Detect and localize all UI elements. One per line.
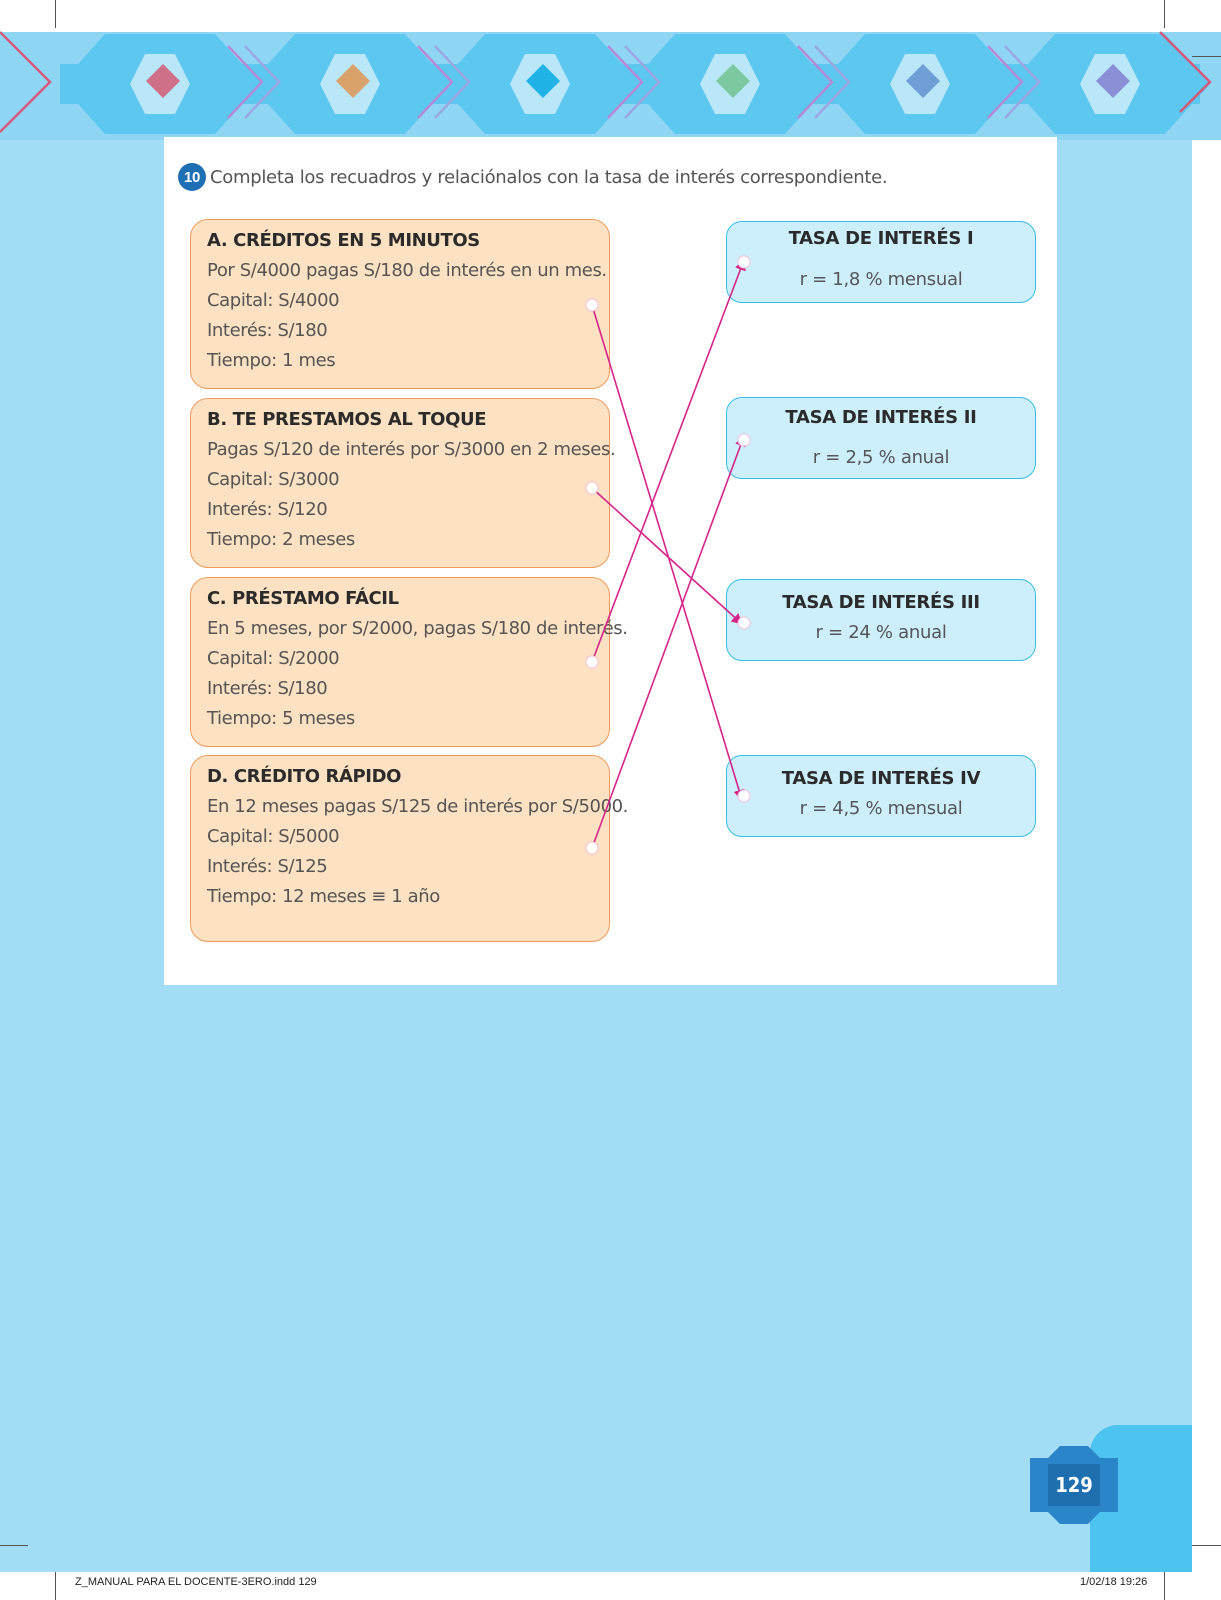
rate-formula: r = 24 % anual (815, 622, 947, 643)
loan-time: Tiempo: 1 mes (207, 350, 336, 371)
loan-capital: Capital: S/3000 (207, 469, 340, 490)
rate-title: TASA DE INTERÉS I (788, 228, 974, 249)
crop-mark (1192, 1545, 1221, 1546)
crop-mark (55, 1572, 56, 1600)
rate-box-iii (726, 579, 1036, 661)
loan-card-c (190, 577, 628, 747)
loan-card-d (190, 755, 628, 942)
print-slug-file: Z_MANUAL PARA EL DOCENTE-3ERO.indd 129 (75, 1576, 317, 1588)
loan-title: A. CRÉDITOS EN 5 MINUTOS (207, 230, 480, 251)
loan-time: Tiempo: 5 meses (207, 708, 355, 729)
crop-mark (55, 0, 56, 28)
decorative-banner (0, 24, 1221, 140)
loan-title: C. PRÉSTAMO FÁCIL (207, 588, 399, 609)
loan-interest: Interés: S/180 (207, 678, 328, 699)
instruction-text: Completa los recuadros y relaciónalos con la tasa de interés correspondiente. (210, 166, 888, 188)
loan-description: Por S/4000 pagas S/180 de interés en un mes. (207, 260, 607, 281)
print-slug-datetime: 1/02/18 19:26 (1080, 1576, 1148, 1588)
rate-title: TASA DE INTERÉS III (782, 592, 980, 613)
exercise-number-badge: 10 (178, 163, 206, 191)
crop-mark (0, 1545, 28, 1546)
loan-time: Tiempo: 2 meses (207, 529, 355, 550)
crop-mark (1164, 0, 1165, 28)
page-number: 129 (1055, 1473, 1093, 1497)
crop-mark (1164, 1572, 1165, 1600)
loan-interest: Interés: S/120 (207, 499, 328, 520)
exercise-instruction (178, 163, 887, 191)
loan-title: D. CRÉDITO RÁPIDO (207, 766, 402, 787)
rate-formula: r = 2,5 % anual (812, 447, 950, 468)
loan-capital: Capital: S/2000 (207, 648, 340, 669)
loan-card-a (190, 219, 610, 389)
loan-description: En 12 meses pagas S/125 de interés por S/5000. (207, 796, 628, 817)
rate-box-i (726, 221, 1036, 303)
rate-title: TASA DE INTERÉS II (785, 407, 977, 428)
loan-interest: Interés: S/180 (207, 320, 328, 341)
loan-card-b (190, 398, 616, 568)
loan-description: En 5 meses, por S/2000, pagas S/180 de interés. (207, 618, 628, 639)
rate-box-iv (726, 755, 1036, 837)
loan-capital: Capital: S/4000 (207, 290, 340, 311)
rate-box-ii (726, 397, 1036, 479)
rate-title: TASA DE INTERÉS IV (781, 768, 981, 789)
rate-formula: r = 1,8 % mensual (799, 269, 963, 290)
loan-interest: Interés: S/125 (207, 856, 328, 877)
rate-formula: r = 4,5 % mensual (799, 798, 963, 819)
loan-title: B. TE PRESTAMOS AL TOQUE (207, 409, 487, 430)
loan-capital: Capital: S/5000 (207, 826, 340, 847)
loan-description: Pagas S/120 de interés por S/3000 en 2 meses. (207, 439, 616, 460)
crop-mark (1192, 56, 1221, 57)
loan-time: Tiempo: 12 meses ≡ 1 año (207, 886, 440, 907)
